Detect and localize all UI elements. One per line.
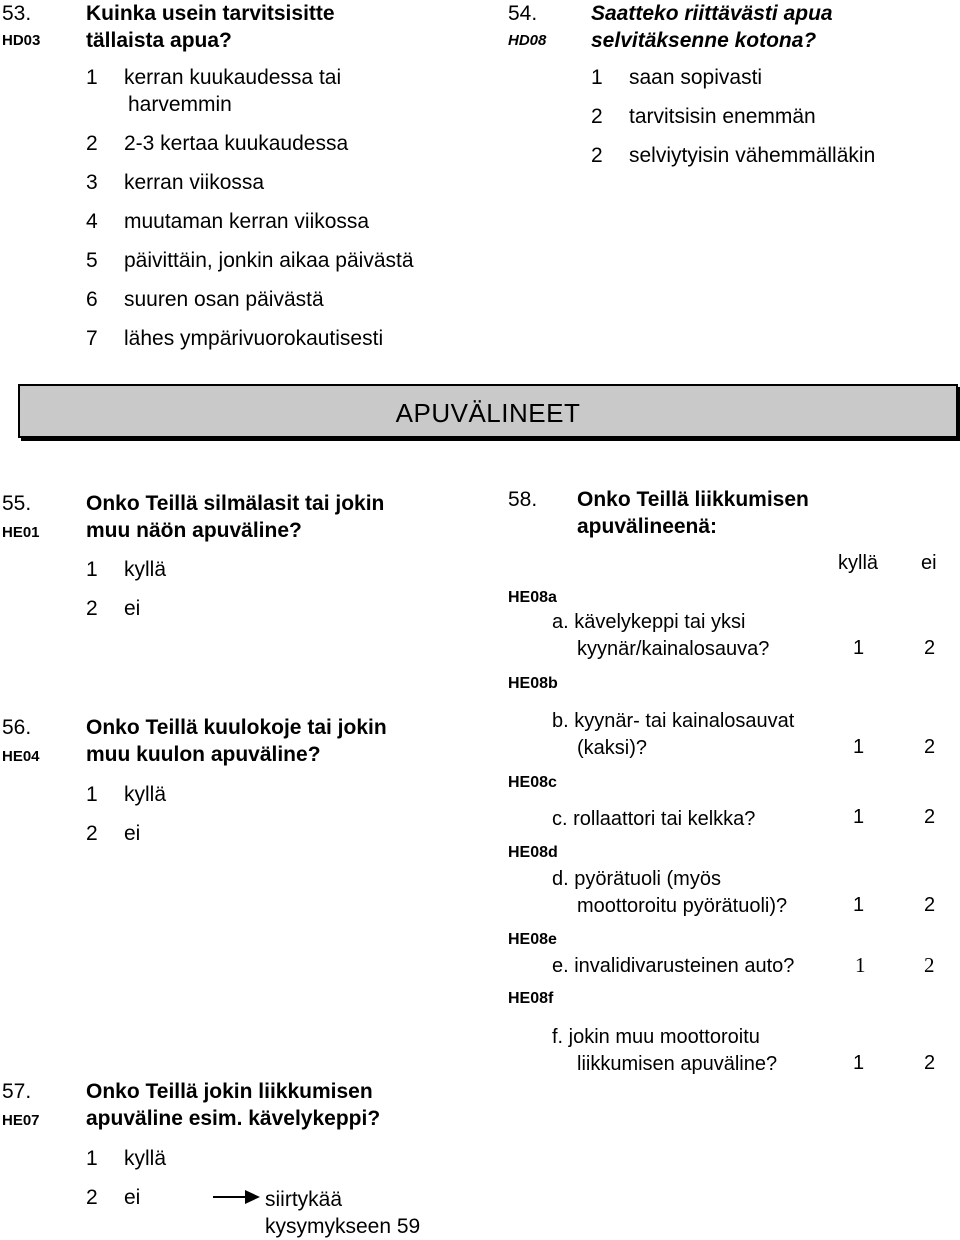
item-line: moottoroitu pyörätuoli)? — [577, 895, 788, 917]
q56-option-2[interactable] — [86, 822, 140, 846]
q56-question — [86, 714, 387, 768]
q54-option-3[interactable] — [591, 144, 875, 168]
item-line: f. jokin muu moottoroitu — [552, 1026, 760, 1048]
q58b-no[interactable]: 2 — [924, 736, 936, 758]
q56-option-1[interactable] — [86, 783, 166, 807]
q58c-code: HE08c — [508, 774, 557, 791]
q58-number: 58. — [508, 488, 538, 511]
q58e-no[interactable]: 2 — [924, 953, 935, 977]
section-header-bar — [18, 384, 958, 438]
option-label: muutaman kerran viikossa — [124, 210, 370, 233]
q55-code: HE01 — [2, 524, 40, 541]
q53-option-5[interactable] — [86, 249, 414, 273]
q58-question-line: apuvälineenä: — [577, 515, 718, 538]
q56-question-line: muu kuulon apuväline? — [86, 743, 321, 766]
option-number: 2 — [591, 144, 603, 167]
option-number: 4 — [86, 210, 98, 233]
item-line: c. rollaattori tai kelkka? — [552, 808, 756, 830]
q57-option-2[interactable] — [86, 1186, 140, 1210]
q58f-yes[interactable]: 1 — [853, 1052, 865, 1074]
q55-option-2[interactable] — [86, 597, 140, 621]
option-label: 2-3 kertaa kuukaudessa — [124, 132, 349, 155]
q53-option-4[interactable] — [86, 210, 369, 234]
option-number: 2 — [591, 105, 603, 128]
q56-question-line: Onko Teillä kuulokoje tai jokin — [86, 716, 387, 739]
q57-skip-instruction — [265, 1186, 420, 1240]
option-number: 2 — [86, 822, 98, 845]
option-number: 2 — [86, 1186, 98, 1209]
q53-option-3[interactable] — [86, 171, 264, 195]
q58a-code: HE08a — [508, 589, 557, 606]
option-number: 1 — [591, 66, 603, 89]
q53-option-1[interactable] — [86, 66, 341, 90]
skip-arrow-icon — [213, 1187, 261, 1207]
option-label: ei — [124, 822, 141, 845]
q58d-code: HE08d — [508, 844, 558, 861]
q53-option-2[interactable] — [86, 132, 348, 156]
q53-question — [86, 0, 335, 54]
option-label: ei — [124, 1186, 141, 1209]
q54-question-line: selvitäksenne kotona? — [591, 29, 817, 52]
q58d-label — [552, 866, 787, 920]
q55-option-1[interactable] — [86, 558, 166, 582]
q58-question — [577, 486, 809, 540]
q58e-yes[interactable]: 1 — [855, 953, 866, 977]
item-line: liikkumisen apuväline? — [577, 1053, 778, 1075]
q58b-code: HE08b — [508, 675, 558, 692]
q54-code: HD08 — [508, 32, 547, 49]
q58f-label — [552, 1024, 777, 1078]
option-label: kerran kuukaudessa tai — [124, 66, 342, 89]
q53-option-7[interactable] — [86, 327, 383, 351]
option-number: 3 — [86, 171, 98, 194]
q58a-yes[interactable]: 1 — [853, 637, 865, 659]
q58c-label — [552, 806, 755, 833]
q58e-label — [552, 953, 794, 980]
option-label: kyllä — [124, 783, 167, 806]
item-line: d. pyörätuoli (myös — [552, 868, 721, 890]
q57-question-line: Onko Teillä jokin liikkumisen — [86, 1080, 373, 1103]
option-label: tarvitsisin enemmän — [629, 105, 816, 128]
q58f-no[interactable]: 2 — [924, 1052, 936, 1074]
q55-question-line: Onko Teillä silmälasit tai jokin — [86, 492, 385, 515]
skip-instruction-line: kysymykseen 59 — [265, 1215, 421, 1238]
item-line: kyynär/kainalosauva? — [577, 638, 770, 660]
q55-number: 55. — [2, 492, 32, 515]
q57-question-line: apuväline esim. kävelykeppi? — [86, 1107, 381, 1130]
item-line: e. invalidivarusteinen auto? — [552, 955, 795, 977]
q58c-yes[interactable]: 1 — [853, 806, 865, 828]
q55-question-line: muu näön apuväline? — [86, 519, 302, 542]
q57-code: HE07 — [2, 1112, 40, 1129]
option-number: 7 — [86, 327, 98, 350]
option-label: saan sopivasti — [629, 66, 763, 89]
option-number: 1 — [86, 1147, 98, 1170]
q58d-yes[interactable]: 1 — [853, 894, 865, 916]
option-label: kerran viikossa — [124, 171, 265, 194]
q58a-label — [552, 609, 769, 663]
q57-option-1[interactable] — [86, 1147, 166, 1171]
option-number: 1 — [86, 783, 98, 806]
option-number: 1 — [86, 558, 98, 581]
q58d-no[interactable]: 2 — [924, 894, 936, 916]
option-number: 5 — [86, 249, 98, 272]
option-label: ei — [124, 597, 141, 620]
section-title: APUVÄLINEET — [395, 398, 581, 428]
q54-number: 54. — [508, 2, 538, 25]
option-label: selviytyisin vähemmälläkin — [629, 144, 876, 167]
q54-question-line: Saatteko riittävästi apua — [591, 2, 833, 25]
option-label: päivittäin, jonkin aikaa päivästä — [124, 249, 414, 272]
option-label: kyllä — [124, 558, 167, 581]
q58c-no[interactable]: 2 — [924, 806, 936, 828]
option-label: lähes ympärivuorokautisesti — [124, 327, 384, 350]
q53-option-6[interactable] — [86, 288, 324, 312]
item-line: (kaksi)? — [577, 737, 648, 759]
q56-code: HE04 — [2, 748, 40, 765]
q58-header-yes: kyllä — [838, 552, 879, 574]
option-label: kyllä — [124, 1147, 167, 1170]
q58f-code: HE08f — [508, 990, 554, 1007]
q54-question — [591, 0, 833, 54]
q55-question — [86, 490, 384, 544]
q58b-label — [552, 708, 794, 762]
q57-number: 57. — [2, 1080, 32, 1103]
q54-option-2[interactable] — [591, 105, 816, 129]
skip-instruction-line: siirtykää — [265, 1188, 343, 1211]
q56-number: 56. — [2, 716, 32, 739]
q53-code: HD03 — [2, 32, 41, 49]
q57-question — [86, 1078, 380, 1132]
option-number: 6 — [86, 288, 98, 311]
q53-question-line: Kuinka usein tarvitsisitte — [86, 2, 335, 25]
q58-header-no: ei — [921, 552, 937, 574]
item-line: b. kyynär- tai kainalosauvat — [552, 710, 795, 732]
q58a-no[interactable]: 2 — [924, 637, 936, 659]
q58-question-line: Onko Teillä liikkumisen — [577, 488, 809, 511]
option-number: 1 — [86, 66, 98, 89]
q58b-yes[interactable]: 1 — [853, 736, 865, 758]
option-label: suuren osan päivästä — [124, 288, 324, 311]
q53-question-line: tällaista apua? — [86, 29, 232, 52]
option-number: 2 — [86, 132, 98, 155]
item-line: a. kävelykeppi tai yksi — [552, 611, 746, 633]
q53-number: 53. — [2, 2, 32, 25]
option-number: 2 — [86, 597, 98, 620]
q54-option-1[interactable] — [591, 66, 762, 90]
q53-option-1-cont: harvemmin — [128, 93, 232, 116]
q58e-code: HE08e — [508, 931, 557, 948]
